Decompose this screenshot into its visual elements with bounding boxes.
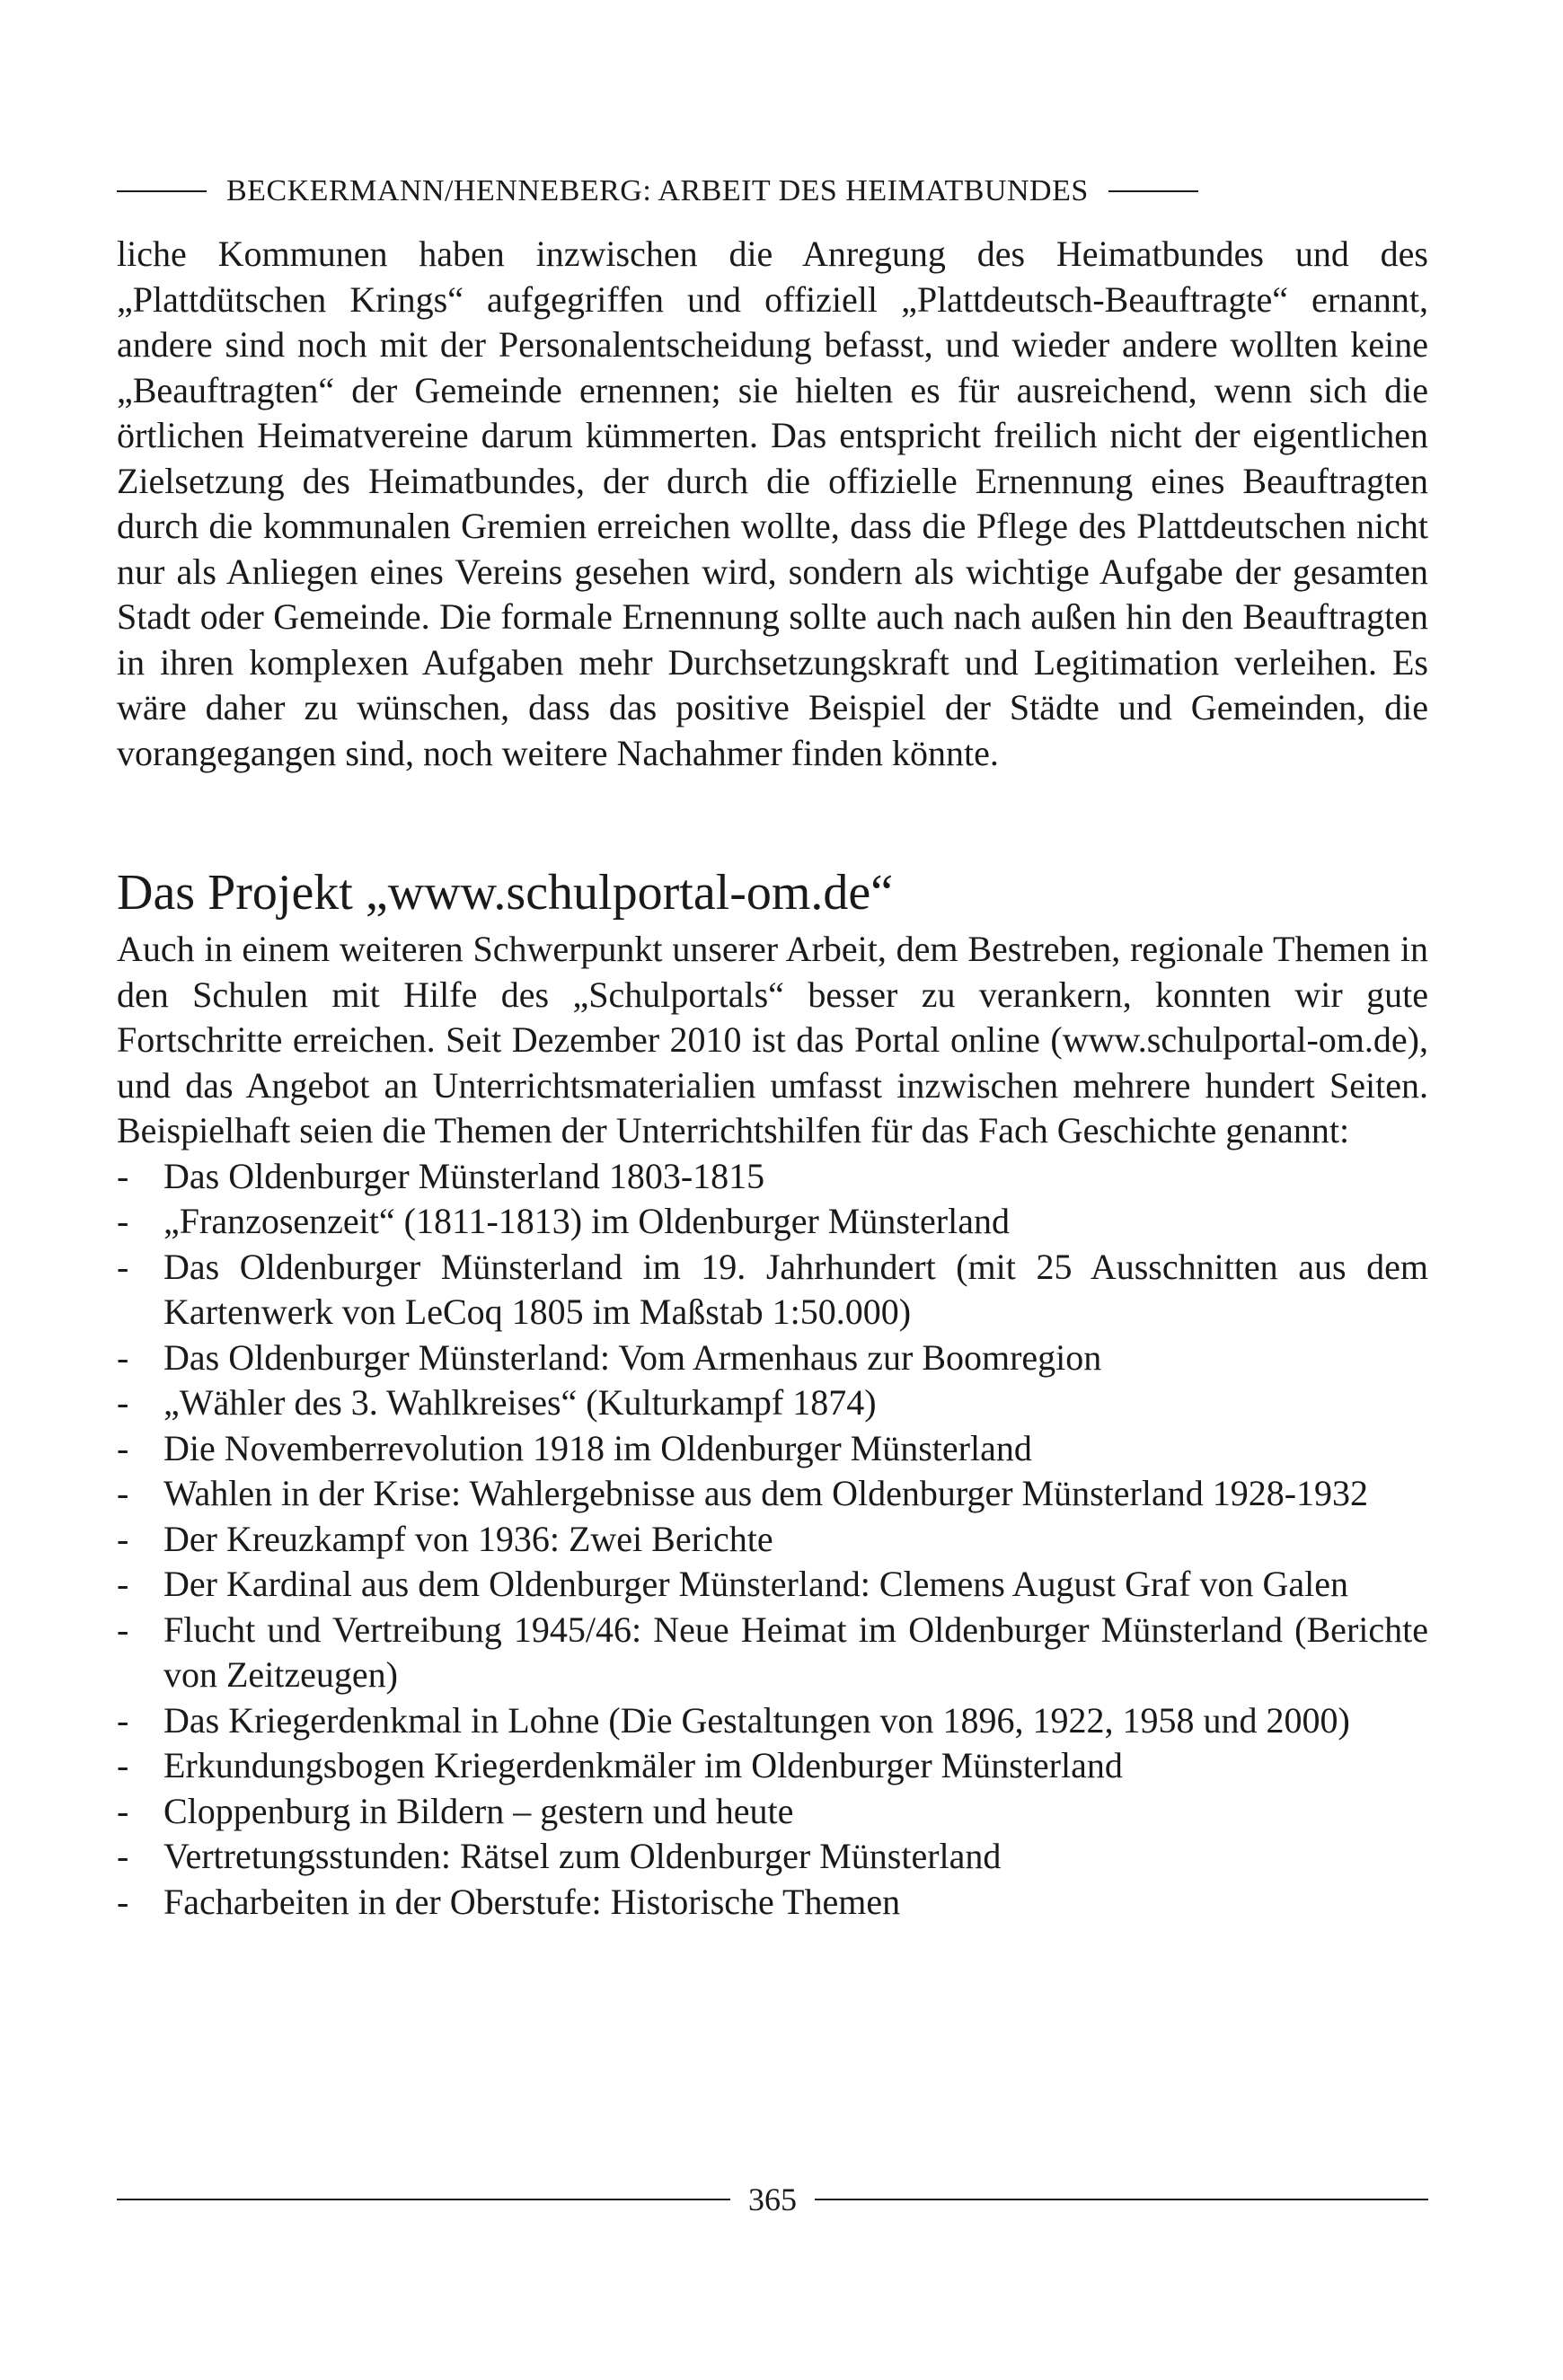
running-head-rule-left xyxy=(117,190,207,192)
list-item: - „Wähler des 3. Wahlkreises“ (Kulturkampf 1874) xyxy=(117,1380,1428,1426)
list-dash: - xyxy=(117,1201,129,1241)
list-dash: - xyxy=(117,1836,129,1876)
footer-rule-right xyxy=(815,2199,1428,2200)
body-text xyxy=(117,232,1428,1925)
footer-rule-left xyxy=(117,2199,730,2200)
list-dash: - xyxy=(117,1790,129,1831)
list-dash: - xyxy=(117,1564,129,1604)
list-dash: - xyxy=(117,1473,129,1513)
running-head xyxy=(117,171,1428,212)
list-dash: - xyxy=(117,1382,129,1423)
running-head-rule-right xyxy=(1108,190,1198,192)
list-dash: - xyxy=(117,1881,129,1922)
list-item: - Erkundungsbogen Kriegerdenkmäler im Oldenburger Münsterland xyxy=(117,1743,1428,1789)
list-item: - Facharbeiten in der Oberstufe: Historische Themen xyxy=(117,1880,1428,1926)
list-item: - Das Oldenburger Münsterland im 19. Jahrhundert (mit 25 Ausschnitten aus dem Kartenwerk von LeCoq 1805 im Maßstab 1:50.000) xyxy=(117,1246,1428,1332)
page-footer xyxy=(117,2181,1428,2218)
list-dash: - xyxy=(117,1336,129,1378)
page-number: 365 xyxy=(748,2182,797,2217)
list-item: - Wahlen in der Krise: Wahlergebnisse aus dem Oldenburger Münsterland 1928-1932 xyxy=(117,1471,1428,1517)
list-item: - Vertretungsstunden: Rätsel zum Oldenburger Münsterland xyxy=(117,1834,1428,1880)
topic-list xyxy=(117,1154,1428,1926)
list-dash: - xyxy=(117,1155,129,1196)
list-dash: - xyxy=(117,1518,129,1559)
list-dash: - xyxy=(117,1609,129,1650)
intro-paragraph: liche Kommunen haben inzwischen die Anregung des Heimatbundes und des „Plattdütschen Krings“ aufgegriffen und offiziell „Plattdeutsch-Beauftragte“ ernannt, andere sind noch mit der Personalentscheidung befasst, und wieder andere wollten keine „Beauftragten“ der Gemeinde ernennen; sie hielten es für ausreichend, wenn sich die örtlichen Heimatvereine darum kümmerten. Das entspricht freilich nicht der eigentlichen Zielsetzung des Heimatbundes, der durch die offizielle Ernennung eines Beauftragten durch die kommunalen Gremien erreichen wollte, dass die Pflege des Plattdeutschen nicht nur als Anliegen eines Vereins gesehen wird, sondern als wichtige Aufgabe der gesamten Stadt oder Gemeinde. Die formale Ernennung sollte auch nach außen hin den Beauftragten in ihren komplexen Aufgaben mehr Durchsetzungskraft und Legitimation verleihen. Es wäre daher zu wünschen, dass das positive Beispiel der Städte und Gemeinden, die vorangegangen sind, noch weitere Nachahmer finden könnte. xyxy=(117,234,1428,773)
list-dash: - xyxy=(117,1745,129,1785)
list-item: - Das Kriegerdenkmal in Lohne (Die Gestaltungen von 1896, 1922, 1958 und 2000) xyxy=(117,1698,1428,1744)
section-paragraph: Auch in einem weiteren Schwerpunkt unserer Arbeit, dem Bestreben, regionale Themen in den Schulen mit Hilfe des „Schulportals“ besser zu verankern, konnten wir gute Fortschritte erreichen. Seit Dezember 2010 ist das Portal online (www.schulportal-om.de), und das Angebot an Unterrichtsmaterialien umfasst inzwischen mehrere hundert Seiten. Beispielhaft seien die Themen der Unterrichtshilfen für das Fach Geschichte genannt: xyxy=(117,929,1428,1150)
list-item: - Die Novemberrevolution 1918 im Oldenburger Münsterland xyxy=(117,1426,1428,1472)
list-item: - „Franzosenzeit“ (1811-1813) im Oldenburger Münsterland xyxy=(117,1199,1428,1245)
list-dash: - xyxy=(117,1427,129,1468)
document-page xyxy=(117,171,1428,1925)
list-item: - Cloppenburg in Bildern – gestern und heute xyxy=(117,1789,1428,1835)
list-dash: - xyxy=(117,1246,129,1287)
list-item: - Das Oldenburger Münsterland 1803-1815 xyxy=(117,1154,1428,1200)
running-head-text: BECKERMANN/HENNEBERG: ARBEIT DES HEIMATBUNDES xyxy=(226,174,1089,207)
list-item: - Der Kreuzkampf von 1936: Zwei Berichte xyxy=(117,1517,1428,1563)
list-item: - Das Oldenburger Münsterland: Vom Armenhaus zur Boomregion xyxy=(117,1335,1428,1381)
list-dash: - xyxy=(117,1699,129,1741)
list-item: - Der Kardinal aus dem Oldenburger Münsterland: Clemens August Graf von Galen xyxy=(117,1562,1428,1608)
list-item: - Flucht und Vertreibung 1945/46: Neue Heimat im Oldenburger Münsterland (Berichte von Zeitzeugen) xyxy=(117,1609,1428,1695)
section-title: Das Projekt „www.schulportal-om.de“ xyxy=(117,865,894,921)
